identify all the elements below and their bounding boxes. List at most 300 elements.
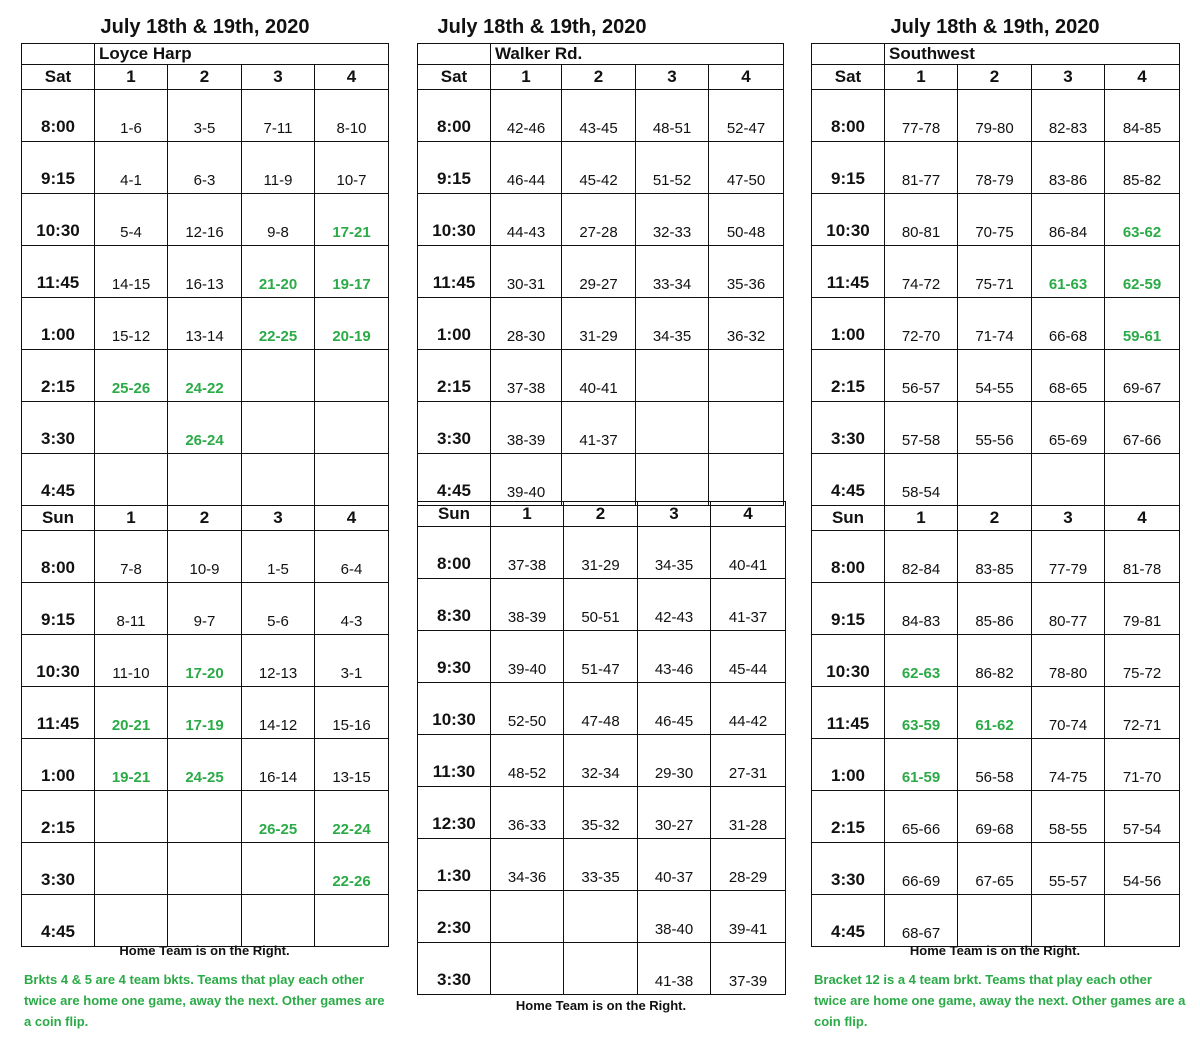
time-slot-row [22, 194, 389, 246]
game-cell: 54-55 [958, 350, 1032, 402]
game-cell: 32-34 [564, 735, 638, 787]
time-cell: 11:45 [812, 246, 885, 298]
game-cell: 19-17 [315, 246, 389, 298]
time-cell: 3:30 [22, 843, 95, 895]
time-slot-row [22, 791, 389, 843]
time-cell: 10:30 [418, 194, 491, 246]
game-cell [242, 402, 315, 454]
game-cell: 24-22 [168, 350, 242, 402]
game-cell: 46-45 [638, 683, 711, 735]
game-cell: 14-12 [242, 687, 315, 739]
game-cell: 7-8 [95, 531, 168, 583]
game-cell: 69-68 [958, 791, 1032, 843]
game-cell: 71-74 [958, 298, 1032, 350]
game-cell: 63-59 [885, 687, 958, 739]
game-cell: 40-37 [638, 839, 711, 891]
time-slot-row [418, 298, 784, 350]
field-header: 3 [638, 502, 711, 527]
time-slot-row [22, 531, 389, 583]
game-cell: 61-63 [1032, 246, 1105, 298]
game-cell: 41-37 [562, 402, 636, 454]
header-row [812, 65, 1180, 90]
game-cell [168, 895, 242, 947]
game-cell: 32-33 [636, 194, 709, 246]
time-cell: 11:45 [22, 246, 95, 298]
day-label: Sat [418, 65, 491, 90]
game-cell [95, 454, 168, 506]
game-cell [562, 454, 636, 506]
field-header: 4 [711, 502, 786, 527]
time-slot-row [418, 579, 786, 631]
game-cell: 3-1 [315, 635, 389, 687]
field-header: 3 [636, 65, 709, 90]
time-slot-row [22, 350, 389, 402]
game-cell [95, 791, 168, 843]
time-slot-row [812, 454, 1180, 506]
time-cell: 9:15 [812, 142, 885, 194]
time-slot-row [418, 402, 784, 454]
game-cell: 7-11 [242, 90, 315, 142]
time-cell: 1:30 [418, 839, 491, 891]
time-slot-row [418, 194, 784, 246]
game-cell [95, 843, 168, 895]
game-cell: 51-52 [636, 142, 709, 194]
time-slot-row [22, 246, 389, 298]
time-slot-row [418, 735, 786, 787]
game-cell: 61-62 [958, 687, 1032, 739]
day-label: Sat [22, 65, 95, 90]
time-slot-row [22, 583, 389, 635]
game-cell: 26-25 [242, 791, 315, 843]
game-cell: 31-29 [564, 527, 638, 579]
time-cell: 2:15 [812, 350, 885, 402]
game-cell [958, 895, 1032, 947]
game-cell: 22-25 [242, 298, 315, 350]
game-cell: 34-35 [636, 298, 709, 350]
time-cell: 12:30 [418, 787, 491, 839]
game-cell [958, 454, 1032, 506]
field-header: 1 [885, 506, 958, 531]
day-label: Sun [418, 502, 491, 527]
game-cell: 81-77 [885, 142, 958, 194]
time-slot-row [812, 90, 1180, 142]
time-slot-row [418, 454, 784, 506]
bracket-note: Bracket 12 is a 4 team brkt. Teams that play each other twice are home one game, away the next. Other games are a coin flip. [814, 972, 1186, 1029]
time-slot-row [418, 246, 784, 298]
field-header: 1 [95, 65, 168, 90]
game-cell: 38-39 [491, 402, 562, 454]
game-cell: 62-59 [1105, 246, 1180, 298]
game-cell [1105, 895, 1180, 947]
time-cell: 3:30 [812, 843, 885, 895]
game-cell: 75-72 [1105, 635, 1180, 687]
time-slot-row [812, 843, 1180, 895]
game-cell: 48-51 [636, 90, 709, 142]
game-cell: 1-5 [242, 531, 315, 583]
blank-cell [812, 44, 885, 65]
game-cell: 48-52 [491, 735, 564, 787]
game-cell: 15-16 [315, 687, 389, 739]
game-cell: 51-47 [564, 631, 638, 683]
field-header: 2 [564, 502, 638, 527]
game-cell [168, 791, 242, 843]
game-cell: 16-14 [242, 739, 315, 791]
time-cell: 8:00 [418, 527, 491, 579]
game-cell: 86-84 [1032, 194, 1105, 246]
game-cell: 42-43 [638, 579, 711, 631]
field-header: 2 [168, 65, 242, 90]
game-cell: 4-1 [95, 142, 168, 194]
field-header: 4 [709, 65, 784, 90]
sunday-table [417, 501, 786, 995]
game-cell [168, 843, 242, 895]
game-cell: 21-20 [242, 246, 315, 298]
game-cell: 52-50 [491, 683, 564, 735]
game-cell: 37-38 [491, 350, 562, 402]
time-cell: 11:30 [418, 735, 491, 787]
time-cell: 9:15 [418, 142, 491, 194]
game-cell: 50-51 [564, 579, 638, 631]
game-cell: 37-38 [491, 527, 564, 579]
header-row [418, 65, 784, 90]
time-slot-row [418, 943, 786, 995]
time-cell: 4:45 [812, 895, 885, 947]
time-cell: 3:30 [812, 402, 885, 454]
time-cell: 4:45 [22, 454, 95, 506]
time-slot-row [22, 687, 389, 739]
time-slot-row [418, 527, 786, 579]
facility-name: Walker Rd. [491, 44, 784, 65]
time-cell: 2:15 [418, 350, 491, 402]
game-cell: 82-84 [885, 531, 958, 583]
game-cell: 56-57 [885, 350, 958, 402]
game-cell: 77-78 [885, 90, 958, 142]
game-cell: 38-40 [638, 891, 711, 943]
game-cell: 43-46 [638, 631, 711, 683]
game-cell [242, 843, 315, 895]
game-cell: 28-29 [711, 839, 786, 891]
field-header: 3 [242, 506, 315, 531]
game-cell: 59-61 [1105, 298, 1180, 350]
time-cell: 8:00 [22, 90, 95, 142]
field-header: 1 [885, 65, 958, 90]
game-cell [315, 454, 389, 506]
game-cell: 3-5 [168, 90, 242, 142]
game-cell: 79-80 [958, 90, 1032, 142]
game-cell: 24-25 [168, 739, 242, 791]
game-cell: 67-65 [958, 843, 1032, 895]
game-cell: 9-8 [242, 194, 315, 246]
field-header: 2 [168, 506, 242, 531]
game-cell [636, 454, 709, 506]
time-slot-row [22, 454, 389, 506]
time-cell: 2:30 [418, 891, 491, 943]
game-cell [242, 350, 315, 402]
game-cell: 85-82 [1105, 142, 1180, 194]
game-cell: 63-62 [1105, 194, 1180, 246]
time-slot-row [812, 583, 1180, 635]
time-slot-row [22, 90, 389, 142]
game-cell: 33-35 [564, 839, 638, 891]
schedule-walker-rd [400, 0, 805, 1049]
game-cell: 50-48 [709, 194, 784, 246]
game-cell: 81-78 [1105, 531, 1180, 583]
time-slot-row [418, 683, 786, 735]
game-cell: 72-71 [1105, 687, 1180, 739]
game-cell: 9-7 [168, 583, 242, 635]
game-cell: 15-12 [95, 298, 168, 350]
game-cell: 75-71 [958, 246, 1032, 298]
saturday-table [21, 43, 389, 947]
time-slot-row [418, 90, 784, 142]
game-cell: 38-39 [491, 579, 564, 631]
game-cell: 45-42 [562, 142, 636, 194]
game-cell: 54-56 [1105, 843, 1180, 895]
time-cell: 1:00 [812, 298, 885, 350]
game-cell: 35-36 [709, 246, 784, 298]
field-header: 4 [315, 65, 389, 90]
game-cell: 20-21 [95, 687, 168, 739]
time-cell: 8:30 [418, 579, 491, 631]
game-cell [491, 891, 564, 943]
time-cell: 10:30 [812, 635, 885, 687]
game-cell: 80-77 [1032, 583, 1105, 635]
game-cell: 70-75 [958, 194, 1032, 246]
time-cell: 9:15 [22, 142, 95, 194]
game-cell: 26-24 [168, 402, 242, 454]
game-cell: 41-38 [638, 943, 711, 995]
game-cell: 8-10 [315, 90, 389, 142]
game-cell: 47-50 [709, 142, 784, 194]
game-cell: 22-24 [315, 791, 389, 843]
game-cell: 4-3 [315, 583, 389, 635]
game-cell: 30-31 [491, 246, 562, 298]
game-cell [242, 454, 315, 506]
game-cell: 5-4 [95, 194, 168, 246]
game-cell: 17-20 [168, 635, 242, 687]
game-cell: 34-35 [638, 527, 711, 579]
game-cell: 72-70 [885, 298, 958, 350]
time-cell: 8:00 [812, 531, 885, 583]
saturday-table [811, 43, 1180, 947]
time-slot-row [22, 843, 389, 895]
game-cell: 65-66 [885, 791, 958, 843]
game-cell: 74-72 [885, 246, 958, 298]
time-cell: 8:00 [418, 90, 491, 142]
facility-name: Southwest [885, 44, 1180, 65]
saturday-table [417, 43, 784, 506]
time-slot-row [418, 891, 786, 943]
field-header: 4 [1105, 506, 1180, 531]
time-slot-row [22, 402, 389, 454]
time-cell: 11:45 [22, 687, 95, 739]
game-cell: 45-44 [711, 631, 786, 683]
game-cell: 22-26 [315, 843, 389, 895]
game-cell: 61-59 [885, 739, 958, 791]
time-slot-row [418, 142, 784, 194]
game-cell: 66-68 [1032, 298, 1105, 350]
time-slot-row [812, 687, 1180, 739]
game-cell [1105, 454, 1180, 506]
game-cell: 1-6 [95, 90, 168, 142]
game-cell: 17-19 [168, 687, 242, 739]
facility-name: Loyce Harp [95, 44, 389, 65]
game-cell: 30-27 [638, 787, 711, 839]
game-cell: 74-75 [1032, 739, 1105, 791]
game-cell: 62-63 [885, 635, 958, 687]
time-slot-row [22, 895, 389, 947]
game-cell [95, 402, 168, 454]
game-cell: 58-55 [1032, 791, 1105, 843]
time-cell: 10:30 [812, 194, 885, 246]
game-cell: 79-81 [1105, 583, 1180, 635]
game-cell: 40-41 [562, 350, 636, 402]
game-cell: 36-32 [709, 298, 784, 350]
game-cell: 12-13 [242, 635, 315, 687]
game-cell: 13-14 [168, 298, 242, 350]
time-cell: 9:30 [418, 631, 491, 683]
game-cell: 52-47 [709, 90, 784, 142]
game-cell: 68-65 [1032, 350, 1105, 402]
game-cell: 44-42 [711, 683, 786, 735]
game-cell [709, 350, 784, 402]
game-cell: 78-80 [1032, 635, 1105, 687]
game-cell: 19-21 [95, 739, 168, 791]
time-slot-row [812, 142, 1180, 194]
game-cell: 31-29 [562, 298, 636, 350]
home-team-note: Home Team is on the Right. [515, 998, 687, 1013]
time-slot-row [812, 350, 1180, 402]
game-cell: 11-9 [242, 142, 315, 194]
game-cell: 65-69 [1032, 402, 1105, 454]
time-cell: 2:15 [22, 350, 95, 402]
game-cell: 68-67 [885, 895, 958, 947]
time-slot-row [812, 246, 1180, 298]
time-slot-row [22, 298, 389, 350]
game-cell: 39-41 [711, 891, 786, 943]
time-slot-row [812, 531, 1180, 583]
game-cell: 78-79 [958, 142, 1032, 194]
game-cell: 5-6 [242, 583, 315, 635]
game-cell: 41-37 [711, 579, 786, 631]
time-slot-row [812, 298, 1180, 350]
game-cell: 10-9 [168, 531, 242, 583]
time-cell: 2:15 [22, 791, 95, 843]
time-cell: 10:30 [22, 194, 95, 246]
game-cell: 43-45 [562, 90, 636, 142]
home-team-note: Home Team is on the Right. [909, 943, 1081, 958]
time-cell: 2:15 [812, 791, 885, 843]
game-cell [242, 895, 315, 947]
game-cell: 33-34 [636, 246, 709, 298]
time-cell: 1:00 [22, 298, 95, 350]
game-cell: 29-27 [562, 246, 636, 298]
game-cell: 36-33 [491, 787, 564, 839]
game-cell: 70-74 [1032, 687, 1105, 739]
game-cell: 27-31 [711, 735, 786, 787]
game-cell: 46-44 [491, 142, 562, 194]
game-cell: 77-79 [1032, 531, 1105, 583]
field-header: 3 [1032, 65, 1105, 90]
game-cell: 39-40 [491, 631, 564, 683]
date-title: July 18th & 19th, 2020 [100, 16, 310, 38]
game-cell: 11-10 [95, 635, 168, 687]
schedule-southwest [795, 0, 1200, 1049]
time-slot-row [812, 895, 1180, 947]
game-cell: 14-15 [95, 246, 168, 298]
schedule-loyce-harp [0, 0, 400, 1049]
game-cell: 57-54 [1105, 791, 1180, 843]
time-cell: 4:45 [418, 454, 491, 506]
game-cell: 12-16 [168, 194, 242, 246]
game-cell: 8-11 [95, 583, 168, 635]
game-cell [491, 943, 564, 995]
game-cell: 67-66 [1105, 402, 1180, 454]
blank-cell [418, 44, 491, 65]
game-cell: 31-28 [711, 787, 786, 839]
game-cell: 84-83 [885, 583, 958, 635]
time-slot-row [22, 739, 389, 791]
time-slot-row [812, 791, 1180, 843]
time-cell: 8:00 [812, 90, 885, 142]
game-cell [709, 454, 784, 506]
game-cell: 58-54 [885, 454, 958, 506]
game-cell: 84-85 [1105, 90, 1180, 142]
game-cell: 82-83 [1032, 90, 1105, 142]
game-cell: 6-4 [315, 531, 389, 583]
time-cell: 1:00 [812, 739, 885, 791]
time-slot-row [418, 839, 786, 891]
day-label: Sun [22, 506, 95, 531]
game-cell [168, 454, 242, 506]
time-cell: 9:15 [22, 583, 95, 635]
game-cell: 13-15 [315, 739, 389, 791]
game-cell [315, 350, 389, 402]
game-cell: 86-82 [958, 635, 1032, 687]
game-cell: 83-85 [958, 531, 1032, 583]
game-cell: 27-28 [562, 194, 636, 246]
game-cell: 55-57 [1032, 843, 1105, 895]
game-cell: 39-40 [491, 454, 562, 506]
time-cell: 9:15 [812, 583, 885, 635]
time-cell: 10:30 [22, 635, 95, 687]
time-cell: 10:30 [418, 683, 491, 735]
game-cell: 17-21 [315, 194, 389, 246]
game-cell: 20-19 [315, 298, 389, 350]
game-cell [315, 402, 389, 454]
field-header: 2 [958, 65, 1032, 90]
field-header: 3 [1032, 506, 1105, 531]
time-slot-row [812, 194, 1180, 246]
time-slot-row [812, 402, 1180, 454]
bracket-note: Brkts 4 & 5 are 4 team bkts. Teams that play each other twice are home one game, away the next. Other games are a coin flip. [24, 972, 385, 1029]
time-cell: 1:00 [22, 739, 95, 791]
game-cell: 29-30 [638, 735, 711, 787]
facility-row [812, 44, 1180, 65]
game-cell: 35-32 [564, 787, 638, 839]
game-cell [1032, 895, 1105, 947]
time-slot-row [22, 635, 389, 687]
header-row [22, 65, 389, 90]
time-cell: 4:45 [812, 454, 885, 506]
game-cell: 57-58 [885, 402, 958, 454]
game-cell [636, 350, 709, 402]
day-label: Sun [812, 506, 885, 531]
time-cell: 11:45 [812, 687, 885, 739]
day-label: Sat [812, 65, 885, 90]
game-cell: 10-7 [315, 142, 389, 194]
header-row [22, 506, 389, 531]
